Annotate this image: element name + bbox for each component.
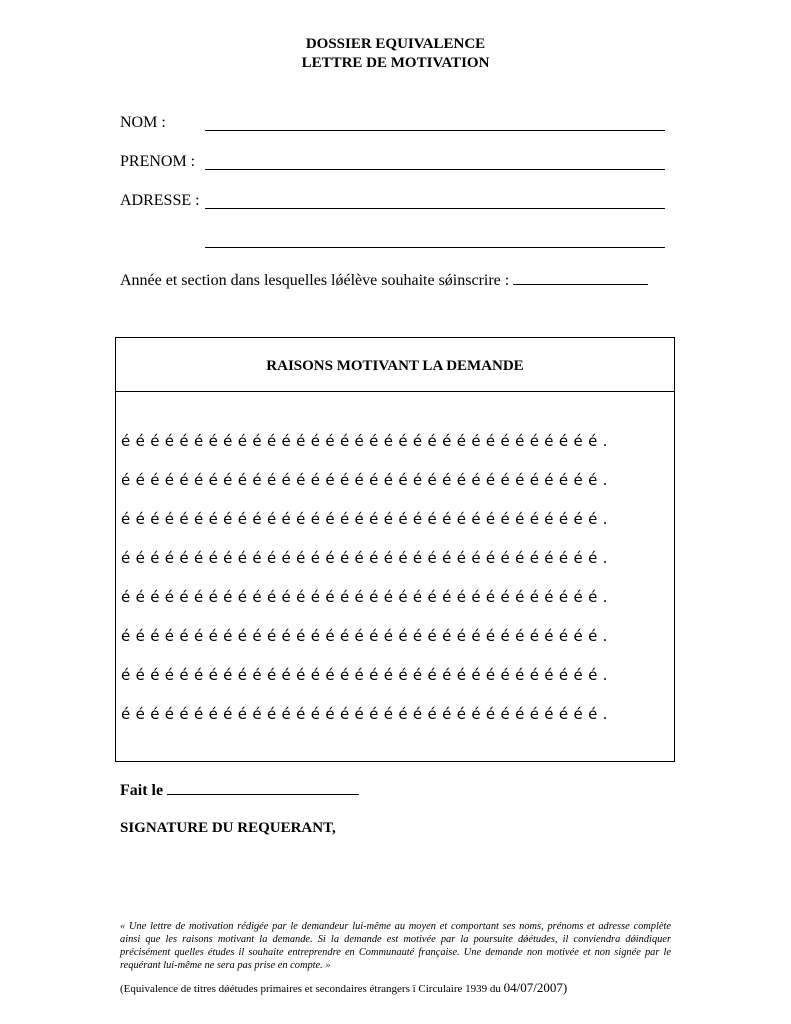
document-subtitle: LETTRE DE MOTIVATION: [301, 55, 490, 71]
prenom-label: PRENOM :: [120, 153, 196, 170]
fait-le-row: [120, 780, 359, 800]
motivation-line[interactable]: é é é é é é é é é é é é é é é é é é é é é é é é é é é é é é é é é .: [121, 510, 608, 528]
motivation-line[interactable]: é é é é é é é é é é é é é é é é é é é é é é é é é é é é é é é é é .: [121, 666, 608, 684]
motivation-line[interactable]: é é é é é é é é é é é é é é é é é é é é é é é é é é é é é é é é é .: [121, 588, 608, 606]
reference-line: [120, 980, 567, 996]
fait-le-field[interactable]: [167, 780, 359, 795]
nom-field[interactable]: [205, 130, 665, 131]
reference-text: (Equivalence de titres dǿétudes primaires et secondaires étrangers ï Circulaire 1939 du: [120, 983, 504, 995]
document-title: DOSSIER EQUIVALENCE: [305, 36, 486, 52]
fait-le-label: Fait le: [120, 782, 164, 799]
annee-section-field[interactable]: [513, 270, 648, 285]
motivation-line[interactable]: é é é é é é é é é é é é é é é é é é é é é é é é é é é é é é é é é .: [121, 432, 608, 450]
signature-label: SIGNATURE DU REQUERANT,: [120, 820, 336, 836]
motivation-line[interactable]: é é é é é é é é é é é é é é é é é é é é é é é é é é é é é é é é é .: [121, 705, 608, 723]
adresse-field-line2[interactable]: [205, 247, 665, 248]
motivation-line[interactable]: é é é é é é é é é é é é é é é é é é é é é é é é é é é é é é é é é .: [121, 549, 608, 567]
adresse-field[interactable]: [205, 208, 665, 209]
motivation-line[interactable]: é é é é é é é é é é é é é é é é é é é é é é é é é é é é é é é é é .: [121, 627, 608, 645]
reference-date: 04/07/2007): [503, 980, 568, 995]
instruction-note: « Une lettre de motivation rédigée par le demandeur lui-même au moyen et comportant ses noms, prénoms et adresse complète ainsi que les raisons motivant la demande. Si la demande est motivée par la poursuite dǿétudes, il conviendra dǿindiquer précisément quelles études il souhaite entreprendre en Communauté française. Une demande non motivée et non signée par le requérant lui-même ne sera pas prise en compte. »: [120, 921, 671, 971]
nom-label: NOM :: [120, 114, 166, 131]
adresse-label: ADRESSE :: [120, 192, 200, 209]
annee-section-row: [120, 270, 648, 290]
motivation-heading: RAISONS MOTIVANT LA DEMANDE: [116, 338, 674, 392]
annee-section-label: Année et section dans lesquelles lǿélève souhaite sǿinscrire :: [120, 272, 510, 289]
motivation-box: [115, 337, 675, 762]
prenom-field[interactable]: [205, 169, 665, 170]
motivation-line[interactable]: é é é é é é é é é é é é é é é é é é é é é é é é é é é é é é é é é .: [121, 471, 608, 489]
